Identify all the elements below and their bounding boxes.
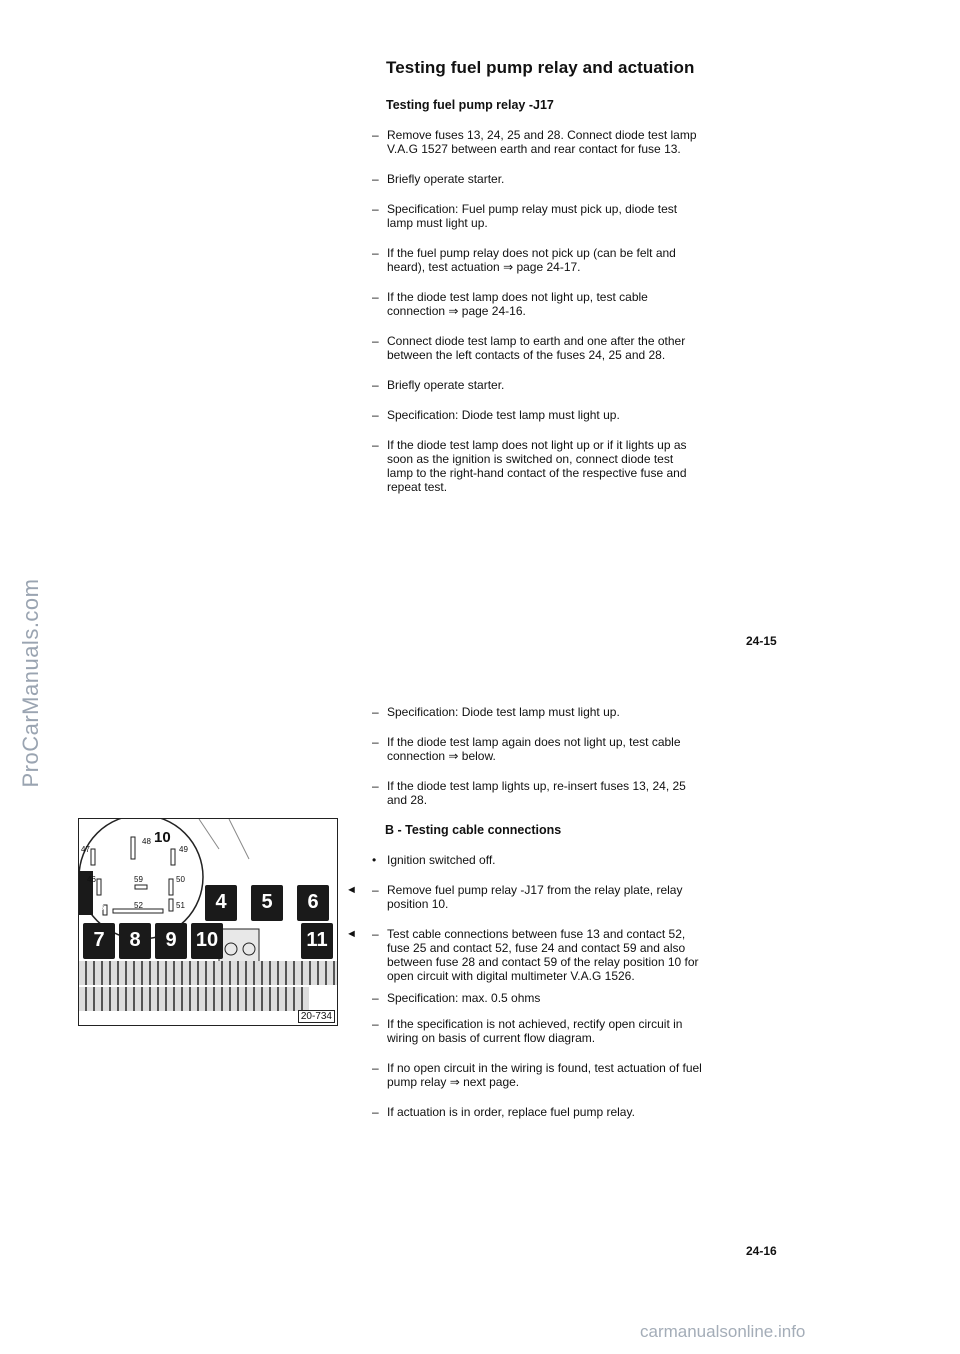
- step: – Briefly operate starter.: [372, 172, 505, 186]
- relay-plate-figure: [78, 818, 338, 1026]
- contact-label: 49: [179, 845, 188, 854]
- bullet-item: • Ignition switched off.: [372, 853, 496, 867]
- fuse-position: 4: [205, 885, 237, 921]
- page-title: Testing fuel pump relay and actuation: [386, 58, 695, 77]
- step: – Specification: Diode test lamp must light up.: [372, 408, 620, 422]
- step: – If the specification is not achieved, rectify open circuit in wiring on basis of current flow diagram.: [372, 1017, 683, 1045]
- fuse-position: 9: [155, 923, 187, 959]
- step: ◄ – Remove fuel pump relay -J17 from the relay plate, relay position 10.: [346, 883, 683, 911]
- fuse-position: 10: [191, 923, 223, 959]
- fuse-strip: [79, 987, 309, 1011]
- sidebar-watermark: ProCarManuals.com: [18, 578, 43, 788]
- relay-number: 10: [154, 829, 171, 846]
- contact-label: 48: [142, 837, 151, 846]
- step: – If the diode test lamp lights up, re-insert fuses 13, 24, 25 and 28.: [372, 779, 686, 807]
- step: ◄ – Test cable connections between fuse 13 and contact 52, fuse 25 and contact 52, fuse 24 and contact 59 and also between fuse 28 and contact 59 of the relay position 10 for open circuit with digital multimeter V.A.G 1526.: [346, 927, 699, 983]
- fuse-position: 7: [83, 923, 115, 959]
- step: – If the fuel pump relay does not pick up (can be felt and heard), test actuation ⇒ page 24-17.: [372, 246, 676, 274]
- step: – Briefly operate starter.: [372, 378, 505, 392]
- figure-label: 20-734: [298, 1010, 335, 1023]
- contact-label: 51: [176, 901, 185, 910]
- step: – If the diode test lamp again does not light up, test cable connection ⇒ below.: [372, 735, 681, 763]
- step: – Specification: Fuel pump relay must pick up, diode test lamp must light up.: [372, 202, 678, 230]
- arrow-left-icon: ◄: [346, 928, 357, 940]
- step: – If the diode test lamp does not light up or if it lights up as soon as the ignition is switched on, connect diode test lamp to the right-hand contact of the respective fuse and repeat test.: [372, 438, 687, 494]
- fuse-position: 6: [297, 885, 329, 921]
- fuse-position: 8: [119, 923, 151, 959]
- step: – If no open circuit in the wiring is found, test actuation of fuel pump relay ⇒ next page.: [372, 1061, 702, 1089]
- fuse-position: 11: [301, 923, 333, 959]
- step: – If the diode test lamp does not light up, test cable connection ⇒ page 24-16.: [372, 290, 648, 318]
- step: – Specification: max. 0.5 ohms: [372, 991, 541, 1005]
- section-heading: B - Testing cable connections: [385, 823, 562, 837]
- page-number: 24-16: [746, 1244, 777, 1258]
- page1-content: [372, 98, 702, 494]
- step: – If actuation is in order, replace fuel pump relay.: [372, 1105, 635, 1119]
- footer-watermark: carmanualsonline.info: [640, 1322, 806, 1341]
- contact-label: 59: [134, 875, 143, 884]
- page1-subtitle: Testing fuel pump relay -J17: [386, 98, 554, 112]
- step: – Specification: Diode test lamp must light up.: [372, 705, 620, 719]
- step: – Remove fuses 13, 24, 25 and 28. Connect diode test lamp V.A.G 1527 between earth and rear contact for fuse 13.: [372, 128, 697, 156]
- page2-content: [346, 705, 702, 1119]
- contact-label: 53: [95, 903, 104, 912]
- contact-label: 52: [134, 901, 143, 910]
- contact-label: 50: [176, 875, 185, 884]
- fuse-position: 5: [251, 885, 283, 921]
- arrow-left-icon: ◄: [346, 884, 357, 896]
- contact-label: 47: [81, 845, 90, 854]
- contact-label: 46: [87, 875, 96, 884]
- step: – Connect diode test lamp to earth and one after the other between the left contacts of the fuses 24, 25 and 28.: [372, 334, 686, 362]
- fuse-strip: [79, 961, 337, 985]
- page-number: 24-15: [746, 634, 777, 648]
